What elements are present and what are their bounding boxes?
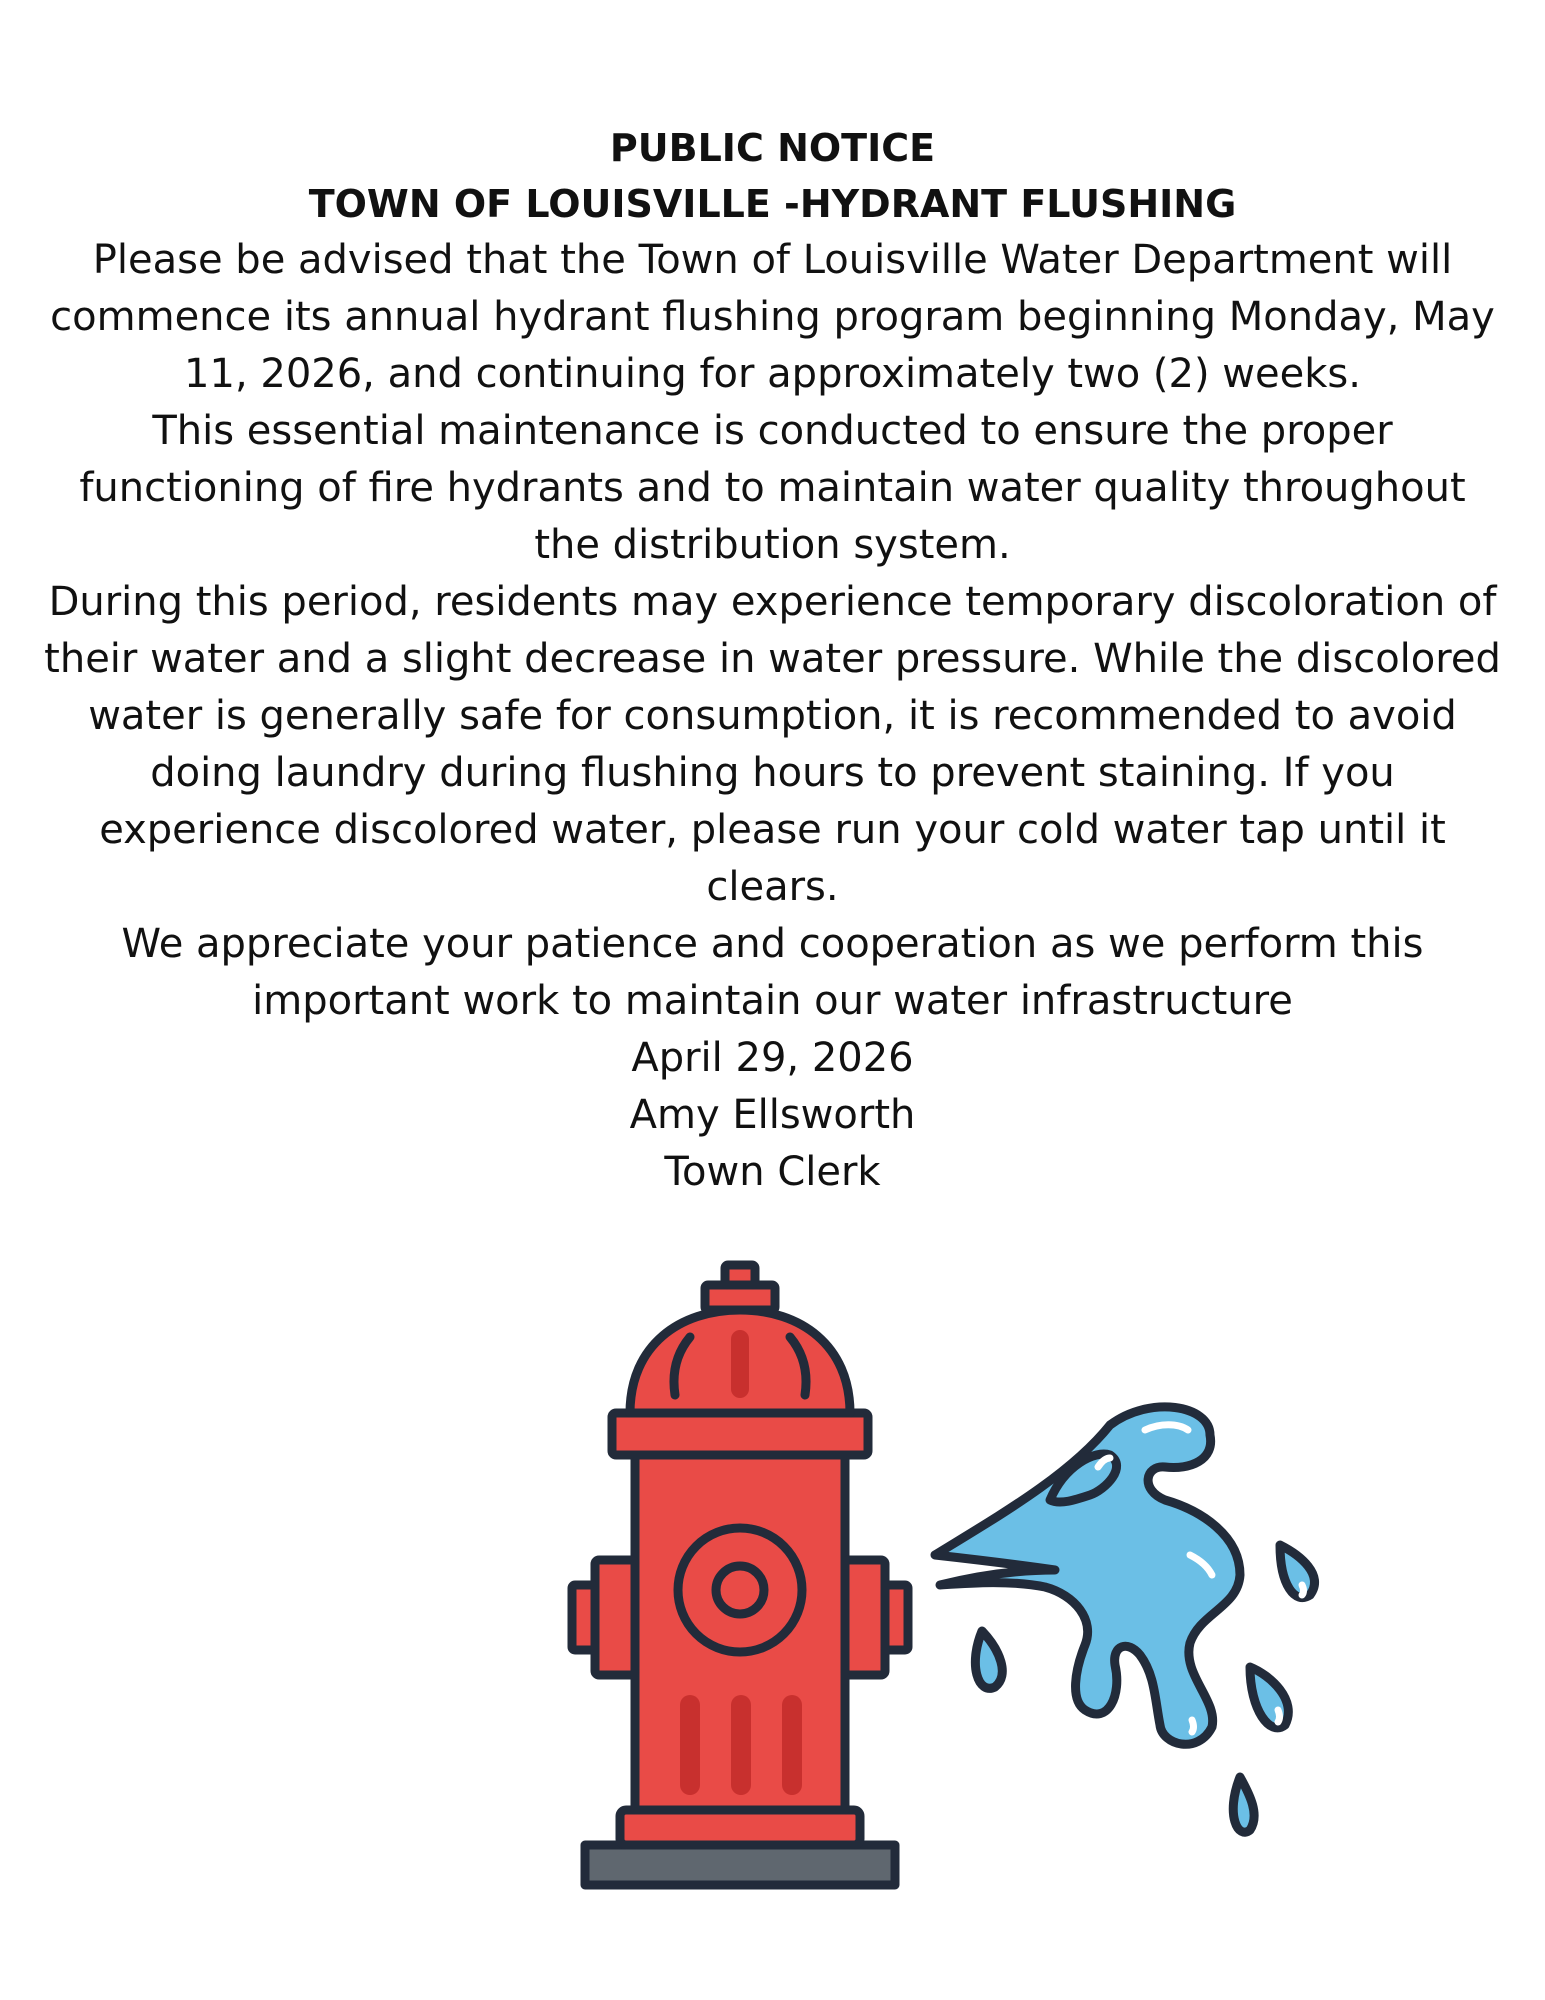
public-notice <box>40 120 1505 1201</box>
notice-paragraph-2: This essential maintenance is conducted to ensure the proper functioning of fire hydrants and to maintain water quality throughout the distribution system. <box>79 408 1466 568</box>
notice-date: April 29, 2026 <box>631 1035 914 1081</box>
notice-title: PUBLIC NOTICE <box>609 126 936 170</box>
signer-name: Amy Ellsworth <box>629 1092 916 1138</box>
notice-paragraph-4: We appreciate your patience and cooperation as we perform this important work to maintain our water infrastructure <box>121 921 1424 1024</box>
signer-title: Town Clerk <box>664 1149 881 1195</box>
notice-subtitle: TOWN OF LOUISVILLE -HYDRANT FLUSHING <box>308 182 1237 226</box>
notice-paragraph-1: Please be advised that the Town of Louisville Water Department will commence its annual hydrant flushing program beginning Monday, May 11, 2026, and continuing for approximately two (2) weeks. <box>50 237 1495 397</box>
water-splash-icon <box>935 1407 1315 1832</box>
notice-paragraph-3: During this period, residents may experience temporary discoloration of their water and a slight decrease in water pressure. While the discolored water is generally safe for consumption, it is recommended to avoid doing laundry during flushing hours to prevent staining. If you experience discolored water, please run your cold water tap until it clears. <box>44 579 1501 910</box>
hydrant-illustration <box>550 1255 1330 1895</box>
